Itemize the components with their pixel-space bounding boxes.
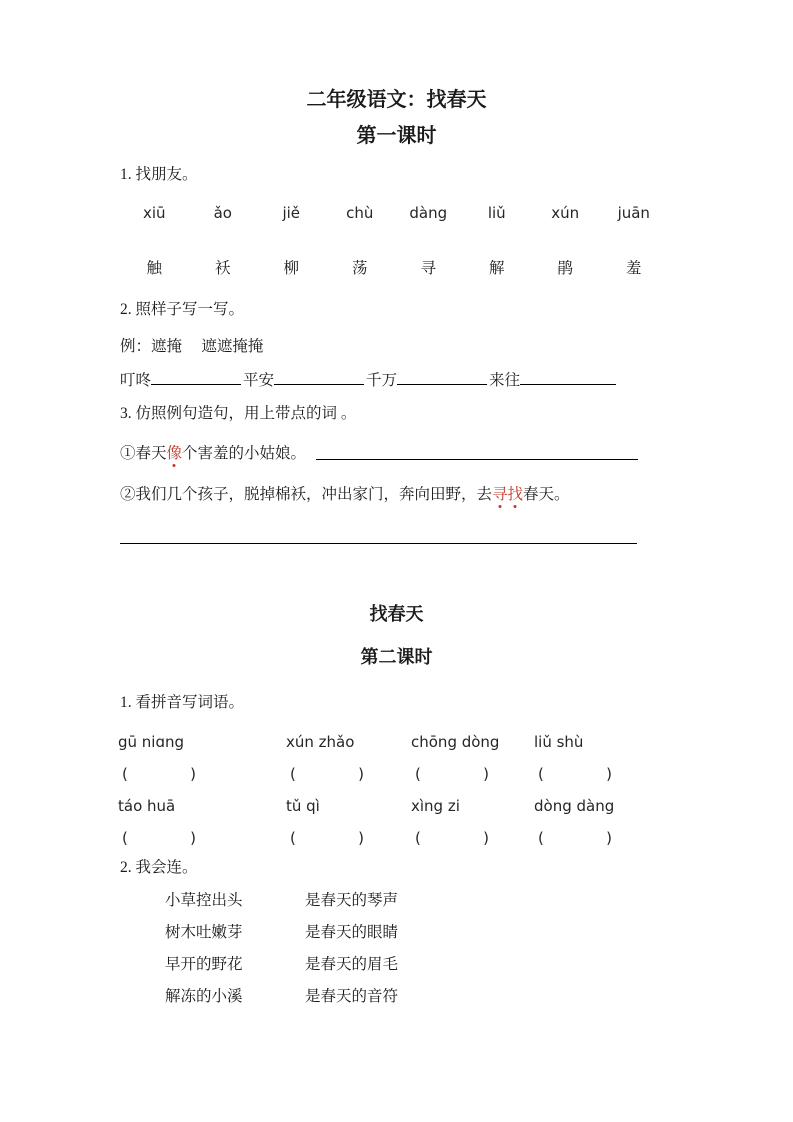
hanzi-item: 解 (488, 260, 505, 277)
fill-blank-line (274, 368, 364, 385)
paren-open: ( (122, 765, 128, 783)
pinyin-item: xiū (142, 204, 166, 222)
pinyin-word: táo huā (118, 797, 176, 815)
word-item: 千万 (366, 372, 398, 389)
sentence-1 (120, 443, 638, 465)
paren-open: ( (415, 765, 421, 783)
sentence-1-prefix: ①春天 (120, 445, 167, 462)
match-left-item: 解冻的小溪 (165, 988, 243, 1005)
hanzi-row (120, 256, 668, 278)
word-item: 叮咚 (120, 372, 152, 389)
fill-blank-line (397, 368, 487, 385)
answer-parens (286, 765, 411, 797)
answer-parens (534, 829, 674, 861)
lesson-2-subtitle: 第二课时 (360, 647, 433, 667)
pinyin-word: tǔ qì (286, 797, 320, 815)
paren-close: ) (358, 829, 364, 847)
part1-question-3-label: 3. 仿照例句造句，用上带点的词 。 (120, 405, 357, 422)
match-row (165, 952, 398, 984)
pinyin-item: juān (617, 204, 650, 222)
pinyin-item: xún (551, 204, 580, 222)
hanzi-item: 柳 (283, 260, 299, 277)
sentence-1-highlight-char: 像 (166, 445, 183, 462)
answer-underline (316, 443, 638, 460)
match-row (165, 888, 398, 920)
answer-parens (118, 829, 286, 861)
pinyin-word: dòng dàng (534, 797, 615, 815)
pinyin-word: xún zhǎo (286, 733, 355, 751)
hanzi-item: 荡 (351, 260, 368, 277)
pinyin-word: liǔ shù (534, 733, 584, 751)
paren-close: ) (606, 829, 612, 847)
sentence-2-highlight-char: 找 (507, 486, 524, 503)
pinyin-word: xìng zi (411, 797, 460, 815)
paren-open: ( (290, 829, 296, 847)
match-left-item: 树木吐嫩芽 (165, 924, 243, 941)
paren-close: ) (483, 829, 489, 847)
match-right-item: 是春天的眼睛 (305, 924, 399, 941)
pinyin-row (120, 204, 668, 222)
fill-blank-line (520, 368, 616, 385)
matching-exercise (165, 888, 398, 1016)
sentence-2-highlight-char: 寻 (492, 486, 508, 503)
paren-close: ) (358, 765, 364, 783)
pinyin-item: dàng (409, 204, 448, 222)
answer-parens (534, 765, 674, 797)
match-right-item: 是春天的音符 (305, 988, 399, 1005)
answer-parens (411, 829, 534, 861)
part2-title: 找春天 (369, 604, 424, 624)
paren-open: ( (122, 829, 128, 847)
part2-question-1-label: 1. 看拼音写词语。 (120, 694, 245, 711)
pinyin-item: ǎo (213, 204, 232, 222)
hanzi-item: 鹃 (557, 260, 573, 277)
paren-open: ( (538, 765, 544, 783)
match-row (165, 984, 398, 1016)
part1-question-1-label: 1. 找朋友。 (120, 166, 198, 183)
section-divider (120, 543, 637, 544)
pinyin-item: jiě (282, 204, 301, 222)
match-left-item: 小草控出头 (165, 892, 243, 909)
paren-close: ) (190, 829, 196, 847)
sentence-2 (120, 484, 570, 506)
answer-parens (118, 765, 286, 797)
paren-open: ( (290, 765, 296, 783)
paren-close: ) (606, 765, 612, 783)
fill-blank-line (151, 368, 241, 385)
pinyin-item: liǔ (487, 204, 506, 222)
match-row (165, 920, 398, 952)
paren-close: ) (483, 765, 489, 783)
page-title: 二年级语文：找春天 (306, 89, 487, 111)
hanzi-item: 袄 (214, 260, 231, 277)
paren-close: ) (190, 765, 196, 783)
hanzi-item: 触 (146, 260, 162, 277)
pinyin-word: chōng dòng (411, 733, 500, 751)
pinyin-write-grid (118, 733, 674, 861)
part1-question-2-label: 2. 照样子写一写。 (120, 301, 245, 318)
answer-parens (286, 829, 411, 861)
word-blank-row (120, 368, 618, 390)
hanzi-item: 羞 (625, 260, 642, 277)
sentence-2-suffix: 春天。 (523, 486, 570, 503)
word-item: 平安 (243, 372, 275, 389)
part2-question-2-label: 2. 我会连。 (120, 859, 198, 876)
lesson-1-subtitle: 第一课时 (356, 125, 437, 147)
hanzi-item: 寻 (420, 260, 436, 277)
example-line: 例：遮掩 遮遮掩掩 (120, 338, 264, 355)
sentence-2-prefix: ②我们几个孩子，脱掉棉袄，冲出家门，奔向田野，去 (120, 486, 493, 503)
match-right-item: 是春天的琴声 (305, 892, 399, 909)
match-left-item: 早开的野花 (165, 956, 243, 973)
paren-open: ( (415, 829, 421, 847)
answer-parens (411, 765, 534, 797)
pinyin-word: gū niɑng (118, 733, 185, 751)
word-item: 来往 (489, 372, 521, 389)
pinyin-item: chù (346, 204, 374, 222)
match-right-item: 是春天的眉毛 (305, 956, 399, 973)
sentence-1-suffix: 个害羞的小姑娘。 (182, 445, 307, 462)
paren-open: ( (538, 829, 544, 847)
